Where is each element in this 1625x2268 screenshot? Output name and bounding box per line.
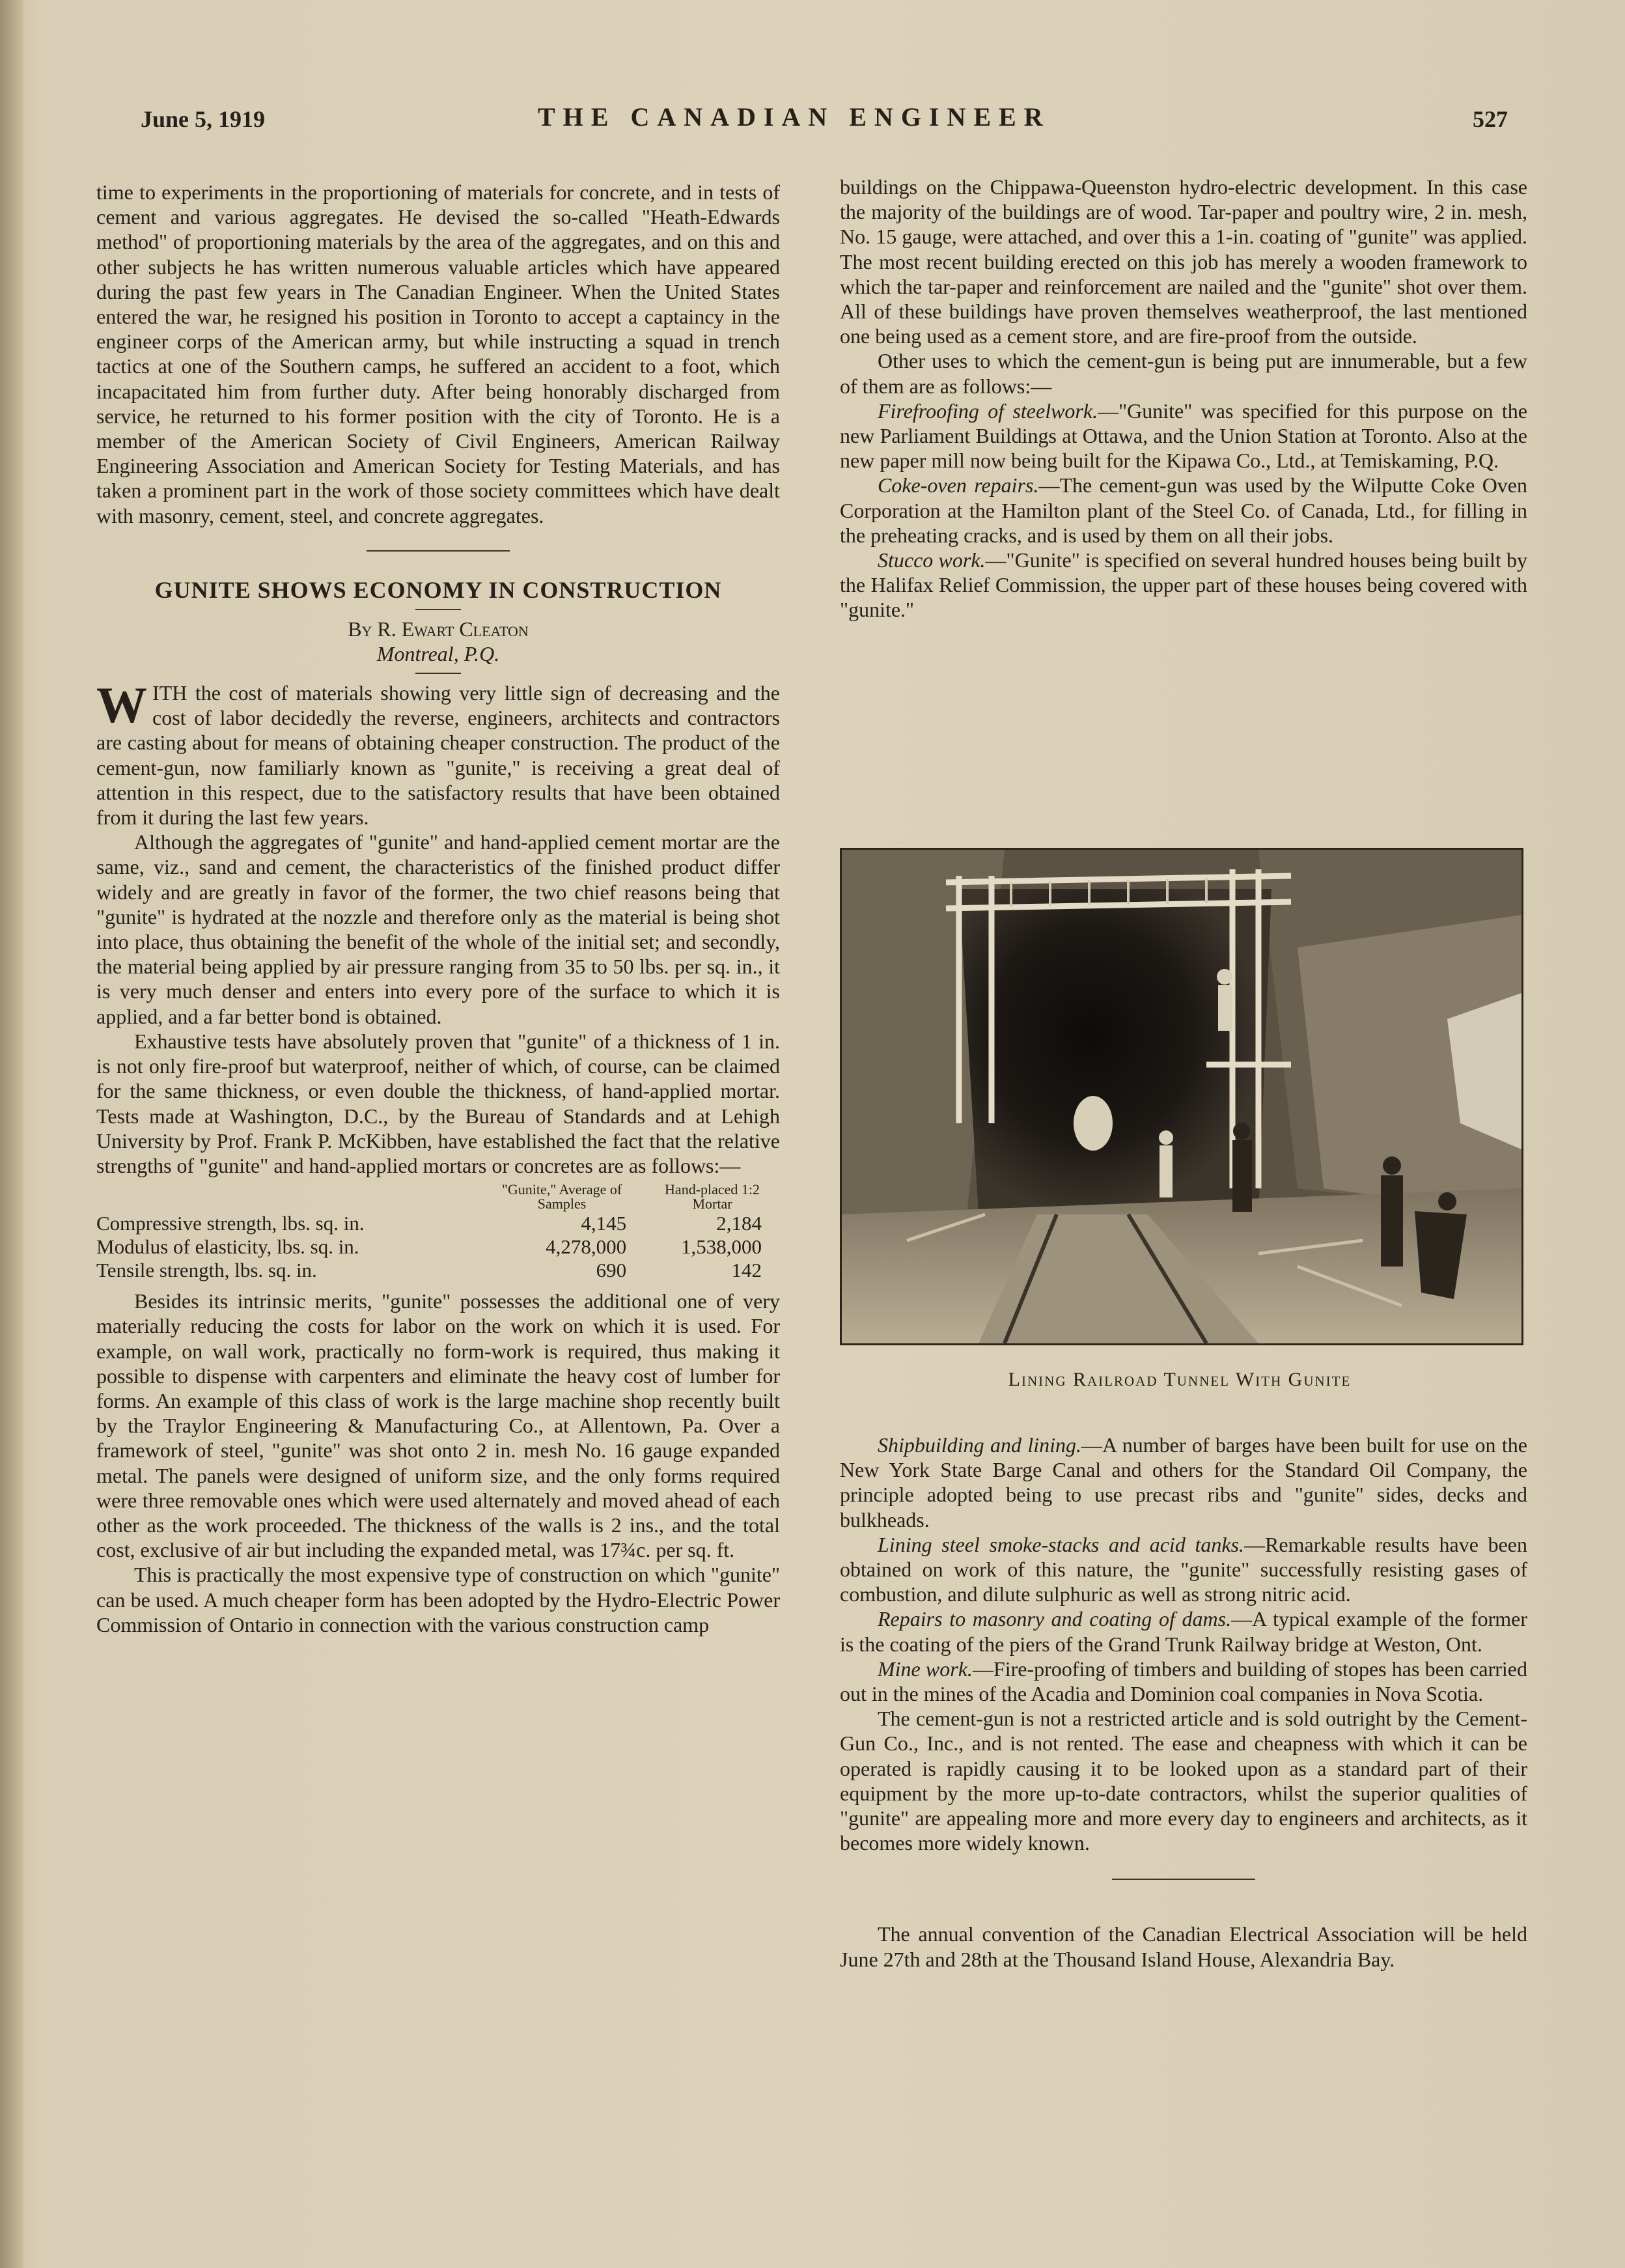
obituary-paragraph: time to experiments in the proportioning of materials for concrete, and in tests of cement and various aggregates. He devised the so-called "Heath-Edwards method" of proportioning materials by the area of the aggregates, and on this and other subjects he has written numerous valuable articles which have appeared during the past few years in The Canadian Engineer. When the United States entered the war, he resigned his position in Toronto to accept a captaincy in the engineer corps of the American army, but while instructing a squad in trench tactics at one of the Southern camps, he suffered an accident to a foot, which incapacitated him from further duty. After being honorably discharged from service, he returned to his former position with the city of Toronto. He is a member of the American Society of Civil Engineers, American Railway Engineering Association and American Society for Testing Materials, and has taken a prominent part in the work of those society committees which have dealt with masonry, cement, steel, and concrete aggregates. — [96, 180, 780, 527]
use-coke-oven: Coke-oven repairs.—The cement-gun was used by the Wilputte Coke Oven Corporation at the Hamilton plant of the Steel Co. of Canada, Ltd., for filling in the preheating cracks, and is used by them on all their jobs. — [840, 473, 1528, 547]
binding-shadow — [0, 0, 23, 2268]
byline-rule — [415, 673, 461, 674]
article-paragraph-7: Other uses to which the cement-gun is being put are innumerable, but a few of them are as follows:— — [840, 349, 1527, 398]
use-masonry-dams: Repairs to masonry and coating of dams.—A typical example of the former is the coating of the piers of the Grand Trunk Railway bridge at Weston, Ont. — [840, 1607, 1528, 1656]
use-fireproofing: Firefroofing of steelwork.—"Gunite" was specified for this purpose on the new Parliament Buildings at Ottawa, and the Union Station at Toronto. Also at the new paper mill now being built for the Kipawa Co., Ltd., at Temiskaming, P.Q. — [840, 399, 1528, 473]
journal-title: THE CANADIAN ENGINEER — [538, 102, 1051, 132]
right-column-bottom — [840, 1433, 1527, 1972]
article-paragraph-5: This is practically the most expensive type of construction on which "gunite" can be used. A much cheaper form has been adopted by the Hydro-Electric Power Commission of Ontario in connection with the various construction camp — [96, 1563, 780, 1636]
article-paragraph-1: WITH the cost of materials showing very little sign of decreasing and the cost of labor decidedly the reverse, engineers, architects and contractors are casting about for means of obtaining cheaper construction. The product of the cement-gun, now familiarly known as "gunite," is receiving a great deal of attention in this respect, due to the satisfactory results that have been obtained from it during the last few years. — [96, 677, 780, 830]
page-number: 527 — [1473, 106, 1508, 132]
table-header-row — [96, 1182, 780, 1212]
notice-divider — [1112, 1879, 1255, 1880]
table-row: Modulus of elasticity, lbs. sq. in. 4,278,000 1,538,000 — [96, 1235, 762, 1259]
strength-table — [96, 1182, 780, 1282]
byline — [96, 617, 780, 666]
use-smoke-stacks: Lining steel smoke-stacks and acid tanks.—Remarkable results have been obtained on work of this nature, the "gunite" successfully resisting gases of combustion, and dilute sulphuric as well as strong nitric acid. — [840, 1532, 1528, 1606]
tunnel-photograph — [840, 848, 1523, 1345]
photo-caption: Lining Railroad Tunnel With Gunite — [1008, 1369, 1352, 1390]
drop-cap: W — [96, 677, 147, 734]
column-header-hand: Hand-placed 1:2 Mortar — [665, 1181, 760, 1212]
left-column — [96, 180, 780, 1637]
article-paragraph-4: Besides its intrinsic merits, "gunite" possesses the additional one of very materially reducing the costs for labor on the work on which it is used. For example, on wall work, practically no form-work is required, thus making it possible to dispense with carpenters and eliminate the heavy cost of lumber for forms. An example of this class of work is the large machine shop recently built by the Traylor Engineering & Manufacturing Co., at Allentown, Pa. Over a framework of steel, "gunite" was shot onto 2 in. mesh No. 16 gauge expanded metal. The panels were designed of uniform size, and the only forms required were three removable ones which were used alternately and moved ahead of each other as the work proceeded. The thickness of the walls is 2 ins., and the total cost, exclusive of air but including the expanded metal, was 17¾c. per sq. ft. — [96, 1289, 780, 1562]
article-paragraph-2: Although the aggregates of "gunite" and hand-applied cement mortar are the same, viz., sand and cement, the characteristics of the finished product differ widely and are greatly in favor of the former, the two chief reasons being that "gunite" is hydrated at the nozzle and therefore only as the material is being shot into place, thus obtaining the benefit of the whole of the initial set; and secondly, the material being applied by air pressure ranging from 35 to 50 lbs. per sq. in., it is very much denser and enters into every pore of the surface to which it is applied, and a far better bond is obtained. — [96, 830, 780, 1028]
article-paragraph-3: Exhaustive tests have absolutely proven that "gunite" of a thickness of 1 in. is not only fire-proof but waterproof, neither of which, of course, can be claimed for the same thickness, or even double the thickness, of hand-applied mortar. Tests made at Washington, D.C., by the Bureau of Standards and at Lehigh University by Prof. Frank P. McKibben, have established the fact that the relative strengths of "gunite" and hand-applied mortars or concretes are as follows:— — [96, 1029, 780, 1177]
use-shipbuilding: Shipbuilding and lining.—A number of barges have been built for use on the New York State Barge Canal and others for the Standard Oil Company, the principle adopted being to use precast ribs and "gunite" sides, decks and bulkheads. — [840, 1433, 1528, 1532]
issue-date: June 5, 1919 — [141, 106, 266, 132]
use-stucco: Stucco work.—"Gunite" is specified on several hundred houses being built by the Halifax Relief Commission, the upper part of these houses being covered with "gunite." — [840, 548, 1528, 622]
table-row: Tensile strength, lbs. sq. in. 690 142 — [96, 1259, 762, 1282]
article-paragraph-6: buildings on the Chippawa-Queenston hydro-electric development. In this case the majority of the buildings are of wood. Tar-paper and poultry wire, 2 in. mesh, No. 15 gauge, were attached, and over this a 1-in. coating of "gunite" was applied. The most recent building erected on this job has merely a wooden framework to which the tar-paper and reinforcement are nailed and the "gunite" shot over them. All of these buildings have proven themselves weatherproof, the last mentioned one being used as a cement store, and are fire-proof from the outside. — [840, 175, 1527, 348]
tunnel-photo-image — [842, 850, 1521, 1343]
running-header — [141, 102, 1508, 145]
column-header-gunite: "Gunite," Average of Samples — [501, 1181, 622, 1212]
section-divider — [367, 550, 510, 552]
use-mine-work: Mine work.—Fire-proofing of timbers and building of stopes has been carried out in the mines of the Acadia and Dominion coal companies in Nova Scotia. — [840, 1657, 1528, 1706]
article-title: GUNITE SHOWS ECONOMY IN CONSTRUCTION — [154, 576, 722, 603]
title-rule — [415, 609, 461, 610]
table-row: Compressive strength, lbs. sq. in. 4,145 2,184 — [96, 1212, 762, 1235]
right-column-top — [840, 175, 1527, 623]
convention-notice: The annual convention of the Canadian Electrical Association will be held June 27th and 28th at the Thousand Island House, Alexandria Bay. — [840, 1922, 1527, 1971]
author-location: Montreal, P.Q. — [376, 642, 500, 666]
article-closing-paragraph: The cement-gun is not a restricted article and is sold outright by the Cement-Gun Co., Inc., and is not rented. The ease and cheapness with which it can be operated is rapidly causing it to be looked upon as a standard part of their equipment by the more up-to-date contractors, whilst the superior qualities of "gunite" are appealing more and more every day to engineers and architects, as it becomes more widely known. — [840, 1707, 1527, 1855]
author: By R. Ewart Cleaton — [348, 617, 529, 641]
